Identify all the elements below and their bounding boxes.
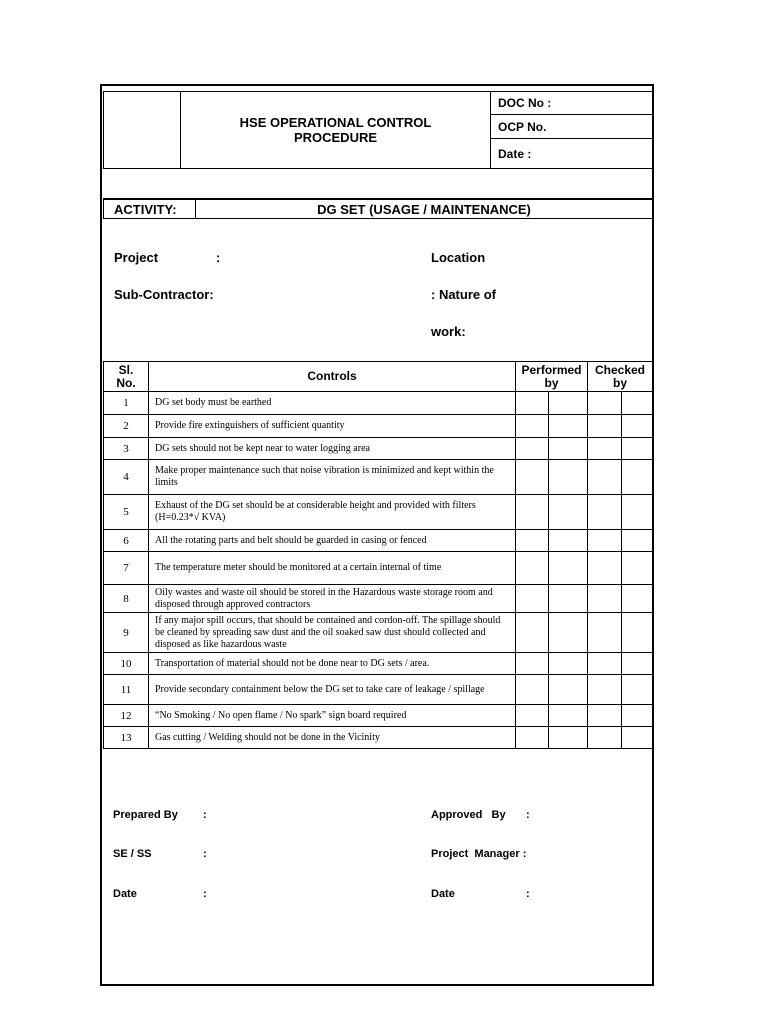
checked-by-cell-2[interactable] [622,460,653,495]
control-text: Exhaust of the DG set should be at considerable height and provided with filters (H=0.23*√ KVA) [149,495,516,530]
performed-by-cell-1[interactable] [516,613,549,653]
table-header-row [104,362,653,392]
performed-by-cell-1[interactable] [516,392,549,415]
col-checked-by: Checked by [588,362,653,392]
control-text: Provide secondary containment below the DG set to take care of leakage / spillage [149,675,516,705]
table-row [104,653,653,675]
performed-by-cell-2[interactable] [549,653,588,675]
performed-by-cell-2[interactable] [549,727,588,749]
performed-by-cell-2[interactable] [549,415,588,438]
control-text: Provide fire extinguishers of sufficient quantity [149,415,516,438]
checked-by-cell-2[interactable] [622,727,653,749]
performed-by-cell-2[interactable] [549,613,588,653]
performed-by-cell-1[interactable] [516,438,549,460]
control-text: DG sets should not be kept near to water logging area [149,438,516,460]
doc-no-field[interactable] [490,91,653,115]
performed-by-cell-1[interactable] [516,585,549,613]
performed-by-cell-1[interactable] [516,530,549,552]
activity-label-cell [103,199,196,219]
project-label: Project [114,250,159,265]
performed-by-cell-2[interactable] [549,530,588,552]
se-ss-label: SE / SS [113,848,152,860]
row-number: 3 [104,438,149,460]
performed-by-cell-1[interactable] [516,495,549,530]
table-row [104,613,653,653]
table-row [104,675,653,705]
control-text: Make proper maintenance such that noise vibration is minimized and kept within the limits [149,460,516,495]
nature-of-work-line1: : Nature of [431,287,496,302]
form-title [180,91,491,169]
performed-by-cell-2[interactable] [549,495,588,530]
subcontractor-label: Sub-Contractor: [114,287,214,302]
table-row [104,552,653,585]
performed-by-cell-2[interactable] [549,460,588,495]
checked-by-cell-2[interactable] [622,613,653,653]
row-number: 7 [104,552,149,585]
date-right-colon: : [526,888,530,900]
control-text: “No Smoking / No open flame / No spark” sign board required [149,705,516,727]
checked-by-cell-2[interactable] [622,438,653,460]
row-number: 8 [104,585,149,613]
checked-by-cell-1[interactable] [588,460,622,495]
row-number: 12 [104,705,149,727]
row-number: 9 [104,613,149,653]
checked-by-cell-1[interactable] [588,495,622,530]
performed-by-cell-1[interactable] [516,675,549,705]
row-number: 2 [104,415,149,438]
performed-by-cell-1[interactable] [516,727,549,749]
location-label: Location [431,250,486,265]
nature-of-work-line2: work: [431,324,466,339]
control-text: Gas cutting / Welding should not be done in the Vicinity [149,727,516,749]
logo-cell [103,91,181,169]
activity-label: ACTIVITY: [114,201,177,217]
col-sl-no: Sl. No. [104,362,149,392]
checked-by-cell-1[interactable] [588,530,622,552]
date-left-label: Date [113,888,137,900]
performed-by-cell-1[interactable] [516,705,549,727]
date-label: Date : [498,146,532,161]
se-ss-colon: : [203,848,207,860]
performed-by-cell-2[interactable] [549,552,588,585]
table-row [104,530,653,552]
table-row [104,415,653,438]
col-performed-by: Performed by [516,362,588,392]
row-number: 5 [104,495,149,530]
performed-by-cell-2[interactable] [549,438,588,460]
checked-by-cell-2[interactable] [622,705,653,727]
activity-value-cell [195,199,653,219]
date-field[interactable] [490,138,653,169]
checked-by-cell-2[interactable] [622,653,653,675]
checked-by-cell-1[interactable] [588,613,622,653]
checked-by-cell-1[interactable] [588,392,622,415]
table-row [104,392,653,415]
checked-by-cell-2[interactable] [622,495,653,530]
row-number: 11 [104,675,149,705]
checked-by-cell-1[interactable] [588,675,622,705]
project-colon: : [216,250,221,265]
table-row [104,460,653,495]
checked-by-cell-2[interactable] [622,392,653,415]
row-number: 6 [104,530,149,552]
table-row [104,727,653,749]
checked-by-cell-2[interactable] [622,585,653,613]
doc-no-label: DOC No : [498,96,552,110]
prepared-by-label: Prepared By [113,809,178,821]
checked-by-cell-2[interactable] [622,530,653,552]
control-text: DG set body must be earthed [149,392,516,415]
ocp-no-label: OCP No. [498,119,547,134]
performed-by-cell-1[interactable] [516,653,549,675]
performed-by-cell-2[interactable] [549,705,588,727]
ocp-no-field[interactable] [490,114,653,139]
col-controls: Controls [149,362,516,392]
control-text: Oily wastes and waste oil should be stored in the Hazardous waste storage room and disposed through approved contractors [149,585,516,613]
table-row [104,438,653,460]
form-title-line2: PROCEDURE [293,130,378,145]
table-row [104,705,653,727]
row-number: 13 [104,727,149,749]
controls-table [103,361,653,749]
checked-by-cell-2[interactable] [622,552,653,585]
checked-by-cell-1[interactable] [588,653,622,675]
performed-by-cell-2[interactable] [549,675,588,705]
control-text: The temperature meter should be monitored at a certain internal of time [149,552,516,585]
project-manager-label: Project Manager : [431,848,527,860]
row-number: 1 [104,392,149,415]
checked-by-cell-1[interactable] [588,415,622,438]
prepared-by-colon: : [203,809,207,821]
checked-by-cell-1[interactable] [588,727,622,749]
activity-value: DG SET (USAGE / MAINTENANCE) [317,201,531,217]
checked-by-cell-1[interactable] [588,438,622,460]
date-right-label: Date [431,888,455,900]
table-row [104,585,653,613]
performed-by-cell-1[interactable] [516,460,549,495]
performed-by-cell-1[interactable] [516,415,549,438]
performed-by-cell-1[interactable] [516,552,549,585]
checked-by-cell-1[interactable] [588,552,622,585]
checked-by-cell-2[interactable] [622,415,653,438]
checked-by-cell-1[interactable] [588,585,622,613]
control-text: Transportation of material should not be done near to DG sets / area. [149,653,516,675]
performed-by-cell-2[interactable] [549,585,588,613]
checked-by-cell-2[interactable] [622,675,653,705]
approved-by-label: Approved By [431,809,506,821]
date-left-colon: : [203,888,207,900]
control-text: All the rotating parts and belt should be guarded in casing or fenced [149,530,516,552]
row-number: 4 [104,460,149,495]
approved-by-colon: : [526,809,530,821]
performed-by-cell-2[interactable] [549,392,588,415]
checked-by-cell-1[interactable] [588,705,622,727]
row-number: 10 [104,653,149,675]
control-text: If any major spill occurs, that should be contained and cordon-off. The spillage should be cleaned by spreading saw dust and the oil soaked saw dust should collected and disposed as like hazardous waste [149,613,516,653]
form-title-line1: HSE OPERATIONAL CONTROL [239,115,432,130]
table-row [104,495,653,530]
